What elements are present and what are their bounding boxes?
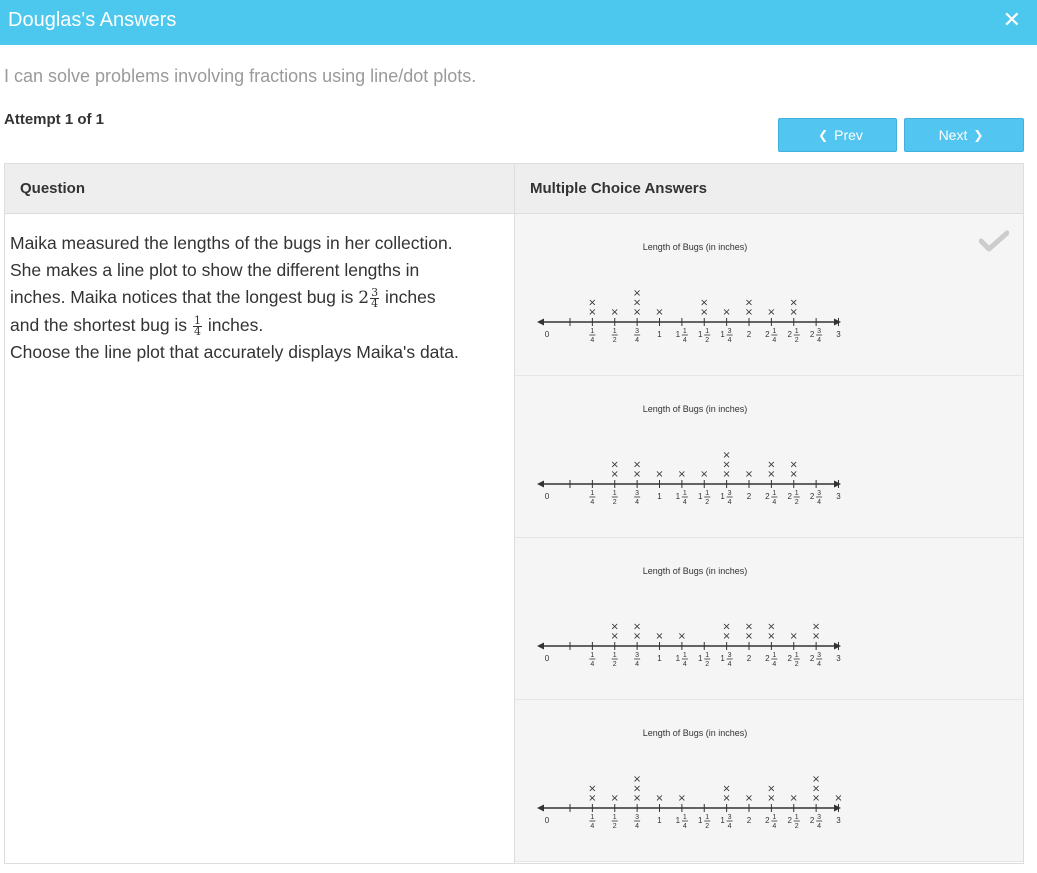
plot-x-mark: × xyxy=(632,793,642,804)
svg-text:1: 1 xyxy=(590,652,595,659)
tick-label xyxy=(810,814,822,830)
svg-text:4: 4 xyxy=(772,499,777,506)
tick-label xyxy=(836,330,841,339)
plot-x-mark: × xyxy=(744,621,754,633)
plot-x-mark: × xyxy=(610,469,619,480)
shortest-fraction xyxy=(193,313,202,338)
plot-x-mark: × xyxy=(610,307,619,318)
plot-x-mark: × xyxy=(588,307,597,318)
tick-label xyxy=(788,814,800,830)
plot-x-mark: × xyxy=(789,307,798,318)
tick-label xyxy=(765,490,777,506)
svg-text:3: 3 xyxy=(635,328,640,335)
tick-label xyxy=(747,654,752,663)
tick-label xyxy=(698,490,710,506)
plot-x-mark: × xyxy=(655,307,664,318)
tick-label xyxy=(698,328,710,344)
plot-x-mark: × xyxy=(610,459,619,471)
answer-list xyxy=(515,214,1023,862)
plot-title: Length of Bugs (in inches) xyxy=(642,728,748,738)
svg-text:0: 0 xyxy=(544,654,550,663)
svg-text:1: 1 xyxy=(657,330,662,339)
svg-text:4: 4 xyxy=(682,499,687,506)
tick-label xyxy=(720,814,732,830)
plot-x-mark: × xyxy=(767,459,776,471)
tick-label xyxy=(589,328,595,344)
svg-text:2: 2 xyxy=(794,823,799,830)
svg-text:3: 3 xyxy=(817,328,822,335)
svg-text:2: 2 xyxy=(787,654,792,663)
plot-x-mark: × xyxy=(610,621,619,633)
plot-x-mark: × xyxy=(632,621,642,633)
check-icon xyxy=(979,230,1009,252)
svg-text:1: 1 xyxy=(698,492,703,501)
svg-text:1: 1 xyxy=(720,492,725,501)
plot-x-mark: × xyxy=(722,450,731,461)
svg-text:0: 0 xyxy=(544,330,550,339)
plot-x-mark: × xyxy=(655,631,664,642)
plot-x-mark: × xyxy=(744,469,754,480)
chevron-left-icon: ❮ xyxy=(818,128,829,142)
answers-header: Multiple Choice Answers xyxy=(530,180,707,197)
tick-label xyxy=(765,814,777,830)
plot-x-mark: × xyxy=(722,783,731,795)
tick-label xyxy=(545,654,550,663)
longest-fraction xyxy=(370,285,379,310)
plot-x-mark: × xyxy=(588,783,597,795)
tick-label xyxy=(634,652,640,668)
svg-text:4: 4 xyxy=(817,337,822,344)
chevron-right-icon: ❯ xyxy=(973,128,984,142)
svg-text:0: 0 xyxy=(544,492,550,501)
svg-text:2: 2 xyxy=(787,330,792,339)
tick-label xyxy=(810,328,822,344)
close-icon[interactable]: ✕ xyxy=(1002,7,1021,32)
line-plot-2 xyxy=(535,396,855,511)
arrow-right-icon xyxy=(834,319,841,326)
plot-x-mark: × xyxy=(677,469,687,480)
svg-text:2: 2 xyxy=(794,661,799,668)
tick-label xyxy=(612,814,618,830)
tick-label xyxy=(676,814,688,830)
longest-numerator: 3 xyxy=(371,285,379,299)
svg-text:1: 1 xyxy=(720,654,725,663)
plot-x-mark: × xyxy=(722,793,731,804)
svg-text:3: 3 xyxy=(635,814,640,821)
svg-text:4: 4 xyxy=(817,823,822,830)
svg-text:1: 1 xyxy=(682,652,687,659)
plot-x-mark: × xyxy=(588,297,597,309)
tick-label xyxy=(788,490,800,506)
svg-text:2: 2 xyxy=(787,492,792,501)
plot-x-mark: × xyxy=(811,783,821,795)
svg-text:2: 2 xyxy=(612,823,617,830)
plot-x-mark: × xyxy=(789,469,798,480)
svg-text:1: 1 xyxy=(772,814,777,821)
answers-table xyxy=(4,163,1024,864)
title-bar xyxy=(0,0,1037,45)
plot-x-mark: × xyxy=(632,631,642,642)
svg-text:2: 2 xyxy=(746,654,752,663)
question-line-5: Choose the line plot that accurately displays Maika's data. xyxy=(10,342,459,362)
answer-option-3[interactable] xyxy=(515,538,1023,700)
plot-x-mark: × xyxy=(767,307,776,318)
svg-text:4: 4 xyxy=(727,661,732,668)
tick-label xyxy=(765,652,777,668)
plot-x-mark: × xyxy=(588,793,597,804)
tick-label xyxy=(589,490,595,506)
svg-text:2: 2 xyxy=(612,337,617,344)
answer-option-1[interactable] xyxy=(515,214,1023,376)
tick-label xyxy=(657,654,662,663)
svg-text:1: 1 xyxy=(794,814,799,821)
svg-text:1: 1 xyxy=(657,492,662,501)
prev-button-label: Prev xyxy=(834,127,863,143)
svg-text:1: 1 xyxy=(698,816,703,825)
svg-text:3: 3 xyxy=(836,330,841,339)
tick-label xyxy=(788,328,800,344)
arrow-right-icon xyxy=(834,643,841,650)
tick-label xyxy=(747,816,752,825)
svg-text:1: 1 xyxy=(682,814,687,821)
tick-label xyxy=(612,490,618,506)
svg-text:2: 2 xyxy=(809,816,815,825)
svg-text:2: 2 xyxy=(765,330,770,339)
svg-text:1: 1 xyxy=(772,652,777,659)
svg-text:1: 1 xyxy=(705,814,710,821)
arrow-left-icon xyxy=(537,643,544,650)
svg-text:3: 3 xyxy=(817,652,822,659)
question-header: Question xyxy=(20,180,86,197)
svg-text:1: 1 xyxy=(794,328,799,335)
svg-text:3: 3 xyxy=(836,816,841,825)
svg-text:1: 1 xyxy=(675,330,681,339)
tick-label xyxy=(698,652,710,668)
learning-objective: I can solve problems involving fractions using line/dot plots. xyxy=(4,66,477,86)
arrow-left-icon xyxy=(537,319,544,326)
svg-text:1: 1 xyxy=(590,814,595,821)
svg-text:4: 4 xyxy=(817,499,822,506)
svg-text:1: 1 xyxy=(772,490,777,497)
svg-text:2: 2 xyxy=(809,330,815,339)
plot-x-mark: × xyxy=(811,793,821,804)
plot-x-mark: × xyxy=(677,631,687,642)
plot-x-mark: × xyxy=(632,469,642,480)
line-plot-4 xyxy=(535,720,855,835)
plot-x-mark: × xyxy=(789,297,798,309)
tick-label xyxy=(836,654,841,663)
tick-label xyxy=(698,814,710,830)
plot-x-mark: × xyxy=(767,793,776,804)
longest-whole: 2 xyxy=(358,288,370,308)
plot-x-mark: × xyxy=(811,631,821,642)
tick-label xyxy=(720,652,732,668)
plot-x-mark: × xyxy=(789,793,798,804)
shortest-numerator: 1 xyxy=(193,313,201,327)
svg-text:1: 1 xyxy=(590,490,595,497)
svg-text:4: 4 xyxy=(635,823,640,830)
plot-x-mark: × xyxy=(610,793,619,804)
svg-text:3: 3 xyxy=(727,328,732,335)
plot-x-mark: × xyxy=(632,297,642,309)
plot-x-mark: × xyxy=(744,297,754,309)
svg-text:3: 3 xyxy=(635,490,640,497)
tick-label xyxy=(747,330,752,339)
question-line-3-end: inches xyxy=(384,287,436,307)
question-line-4: and the shortest bug is xyxy=(10,315,188,335)
plot-x-mark: × xyxy=(632,783,642,795)
svg-text:4: 4 xyxy=(727,823,732,830)
line-plot-3 xyxy=(535,558,855,673)
svg-text:4: 4 xyxy=(590,337,595,344)
plot-x-mark: × xyxy=(744,793,754,804)
svg-text:1: 1 xyxy=(698,330,703,339)
svg-text:2: 2 xyxy=(705,499,710,506)
question-text xyxy=(10,230,505,366)
svg-text:1: 1 xyxy=(705,328,710,335)
svg-text:1: 1 xyxy=(682,328,687,335)
tick-label xyxy=(720,328,732,344)
tick-label xyxy=(720,490,732,506)
attempt-label: Attempt 1 of 1 xyxy=(4,111,105,128)
svg-text:1: 1 xyxy=(612,328,617,335)
svg-text:4: 4 xyxy=(635,337,640,344)
plot-x-mark: × xyxy=(700,297,709,309)
plot-title: Length of Bugs (in inches) xyxy=(642,242,748,252)
plot-x-mark: × xyxy=(789,631,798,642)
svg-text:2: 2 xyxy=(612,499,617,506)
plot-x-mark: × xyxy=(722,469,731,480)
plot-x-mark: × xyxy=(744,631,754,642)
svg-text:3: 3 xyxy=(836,492,841,501)
svg-text:3: 3 xyxy=(727,490,732,497)
plot-x-mark: × xyxy=(811,774,821,785)
next-button[interactable] xyxy=(904,118,1024,152)
svg-text:2: 2 xyxy=(705,823,710,830)
tick-label xyxy=(589,652,595,668)
plot-x-mark: × xyxy=(767,621,776,633)
plot-x-mark: × xyxy=(700,307,709,318)
arrow-right-icon xyxy=(834,481,841,488)
svg-text:2: 2 xyxy=(809,654,815,663)
tick-label xyxy=(788,652,800,668)
svg-text:2: 2 xyxy=(765,492,770,501)
svg-text:1: 1 xyxy=(675,654,681,663)
plot-x-mark: × xyxy=(722,621,731,633)
svg-text:3: 3 xyxy=(635,652,640,659)
svg-text:1: 1 xyxy=(590,328,595,335)
plot-x-mark: × xyxy=(632,774,642,785)
svg-text:1: 1 xyxy=(675,492,681,501)
svg-text:4: 4 xyxy=(772,661,777,668)
svg-text:4: 4 xyxy=(727,337,732,344)
tick-label xyxy=(545,816,550,825)
svg-text:4: 4 xyxy=(590,823,595,830)
svg-text:1: 1 xyxy=(794,652,799,659)
tick-label xyxy=(676,652,688,668)
svg-text:1: 1 xyxy=(657,816,662,825)
tick-label xyxy=(634,328,640,344)
svg-text:2: 2 xyxy=(746,330,752,339)
svg-text:1: 1 xyxy=(657,654,662,663)
plot-x-mark: × xyxy=(722,631,731,642)
svg-text:4: 4 xyxy=(682,661,687,668)
tick-label xyxy=(657,816,662,825)
svg-text:1: 1 xyxy=(612,490,617,497)
plot-x-mark: × xyxy=(700,469,709,480)
tick-label xyxy=(545,492,550,501)
svg-text:4: 4 xyxy=(772,337,777,344)
line-plot-1 xyxy=(535,234,855,349)
tick-label xyxy=(765,328,777,344)
svg-text:3: 3 xyxy=(817,490,822,497)
svg-text:1: 1 xyxy=(675,816,681,825)
window-title: Douglas's Answers xyxy=(8,9,177,31)
svg-text:3: 3 xyxy=(817,814,822,821)
svg-text:4: 4 xyxy=(817,661,822,668)
tick-label xyxy=(810,652,822,668)
svg-text:1: 1 xyxy=(698,654,703,663)
svg-text:2: 2 xyxy=(794,499,799,506)
plot-x-mark: × xyxy=(767,469,776,480)
plot-title: Length of Bugs (in inches) xyxy=(642,566,748,576)
plot-x-mark: × xyxy=(632,459,642,471)
question-line-2: She makes a line plot to show the different lengths in xyxy=(10,260,420,280)
svg-text:3: 3 xyxy=(727,652,732,659)
tick-label xyxy=(589,814,595,830)
prev-button[interactable] xyxy=(778,118,897,152)
tick-label xyxy=(676,328,688,344)
tick-label xyxy=(612,652,618,668)
arrow-left-icon xyxy=(537,805,544,812)
svg-text:4: 4 xyxy=(635,661,640,668)
svg-text:1: 1 xyxy=(612,652,617,659)
svg-text:2: 2 xyxy=(765,816,770,825)
svg-text:2: 2 xyxy=(746,492,752,501)
plot-x-mark: × xyxy=(767,783,776,795)
plot-x-mark: × xyxy=(811,621,821,633)
svg-text:0: 0 xyxy=(544,816,550,825)
svg-text:4: 4 xyxy=(590,499,595,506)
arrow-left-icon xyxy=(537,481,544,488)
plot-x-mark: × xyxy=(632,288,642,299)
plot-x-mark: × xyxy=(655,469,664,480)
tick-label xyxy=(634,490,640,506)
svg-text:1: 1 xyxy=(720,816,725,825)
tick-label xyxy=(810,490,822,506)
svg-text:2: 2 xyxy=(765,654,770,663)
plot-x-mark: × xyxy=(722,459,731,471)
svg-text:1: 1 xyxy=(720,330,725,339)
svg-text:4: 4 xyxy=(727,499,732,506)
svg-text:1: 1 xyxy=(705,490,710,497)
svg-text:2: 2 xyxy=(746,816,752,825)
svg-text:2: 2 xyxy=(705,661,710,668)
tick-label xyxy=(657,492,662,501)
svg-text:2: 2 xyxy=(612,661,617,668)
longest-denominator: 4 xyxy=(371,296,379,310)
tick-label xyxy=(612,328,618,344)
svg-text:4: 4 xyxy=(682,823,687,830)
svg-text:2: 2 xyxy=(705,337,710,344)
svg-text:1: 1 xyxy=(612,814,617,821)
svg-text:1: 1 xyxy=(705,652,710,659)
plot-x-mark: × xyxy=(610,631,619,642)
svg-text:1: 1 xyxy=(794,490,799,497)
answer-option-4[interactable] xyxy=(515,700,1023,862)
tick-label xyxy=(836,492,841,501)
svg-text:1: 1 xyxy=(772,328,777,335)
svg-text:2: 2 xyxy=(794,337,799,344)
answer-option-2[interactable] xyxy=(515,376,1023,538)
arrow-right-icon xyxy=(834,805,841,812)
plot-x-mark: × xyxy=(789,459,798,471)
question-line-3: inches. Maika notices that the longest bug is xyxy=(10,287,354,307)
tick-label xyxy=(545,330,550,339)
plot-x-mark: × xyxy=(767,631,776,642)
tick-label xyxy=(747,492,752,501)
svg-text:4: 4 xyxy=(590,661,595,668)
tick-label xyxy=(634,814,640,830)
tick-label xyxy=(676,490,688,506)
svg-text:4: 4 xyxy=(772,823,777,830)
plot-x-mark: × xyxy=(722,307,731,318)
svg-text:3: 3 xyxy=(836,654,841,663)
question-line-4-end: inches. xyxy=(207,315,264,335)
tick-label xyxy=(836,816,841,825)
svg-text:4: 4 xyxy=(635,499,640,506)
plot-x-mark: × xyxy=(744,307,754,318)
svg-text:1: 1 xyxy=(682,490,687,497)
svg-text:2: 2 xyxy=(787,816,792,825)
question-line-1: Maika measured the lengths of the bugs in her collection. xyxy=(10,233,453,253)
plot-title: Length of Bugs (in inches) xyxy=(642,404,748,414)
plot-x-mark: × xyxy=(655,793,664,804)
svg-text:3: 3 xyxy=(727,814,732,821)
next-button-label: Next xyxy=(938,127,968,143)
plot-x-mark: × xyxy=(834,793,843,804)
shortest-denominator: 4 xyxy=(193,324,201,338)
svg-text:2: 2 xyxy=(809,492,815,501)
plot-x-mark: × xyxy=(632,307,642,318)
svg-text:4: 4 xyxy=(682,337,687,344)
tick-label xyxy=(657,330,662,339)
plot-x-mark: × xyxy=(677,793,687,804)
